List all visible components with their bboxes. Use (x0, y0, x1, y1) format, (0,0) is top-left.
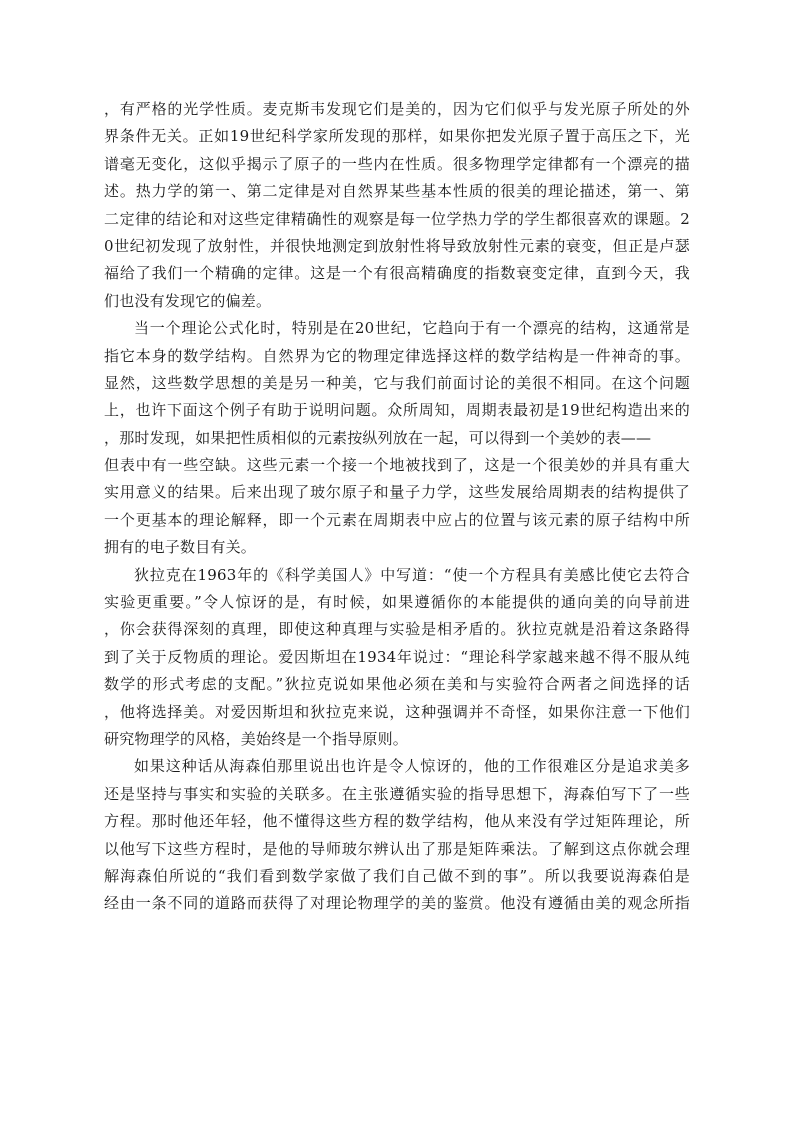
paragraph-1-line: 界条件无关。正如19世纪科学家所发现的那样，如果你把发光原子置于高压之下，光 (104, 127, 690, 146)
document-body (104, 96, 690, 918)
paragraph-3-line: 狄拉克在1963年的《科学美国人》中写道：“使一个方程具有美感比使它去符合 (134, 565, 690, 584)
paragraph-2-line: 指它本身的数学结构。自然界为它的物理定律选择这样的数学结构是一件神奇的事。 (104, 346, 690, 365)
paragraph-1-line: 述。热力学的第一、第二定律是对自然界某些基本性质的很美的理论描述，第一、第 (104, 182, 690, 201)
paragraph-2-line: 当一个理论公式化时，特别是在20世纪，它趋向于有一个漂亮的结构，这通常是 (134, 319, 690, 338)
paragraph-3-line: 到了关于反物质的理论。爱因斯坦在1934年说过：“理论科学家越来越不得不服从纯 (104, 647, 690, 666)
paragraph-1-line: 福给了我们一个精确的定律。这是一个有很高精确度的指数衰变定律，直到今天，我 (104, 264, 690, 283)
paragraph-2-line: 但表中有一些空缺。这些元素一个接一个地被找到了，这是一个很美妙的并具有重大 (104, 456, 690, 475)
paragraph-1-line: 0世纪初发现了放射性，并很快地测定到放射性将导致放射性元素的衰变，但正是卢瑟 (104, 236, 690, 255)
paragraph-2-line: ，那时发现，如果把性质相似的元素按纵列放在一起，可以得到一个美妙的表—— (104, 428, 652, 447)
paragraph-1-line: 们也没有发现它的偏差。 (104, 291, 272, 310)
paragraph-4-line: 如果这种话从海森伯那里说出也许是令人惊讶的，他的工作很难区分是追求美多 (134, 757, 690, 776)
paragraph-4-line: 方程。那时他还年轻，他不懂得这些方程的数学结构，他从来没有学过矩阵理论，所 (104, 812, 690, 831)
paragraph-4-line: 以他写下这些方程时，是他的导师玻尔辨认出了那是矩阵乘法。了解到这点你就会理 (104, 839, 690, 858)
paragraph-2-line: 实用意义的结果。后来出现了玻尔原子和量子力学，这些发展给周期表的结构提供了 (104, 483, 690, 502)
paragraph-2-line: 一个更基本的理论解释，即一个元素在周期表中应占的位置与该元素的原子结构中所 (104, 510, 690, 529)
paragraph-1-line: 谱毫无变化，这似乎揭示了原子的一些内在性质。很多物理学定律都有一个漂亮的描 (104, 154, 690, 173)
paragraph-2-line: 拥有的电子数目有关。 (104, 538, 257, 557)
paragraph-4-line: 还是坚持与事实和实验的关联多。在主张遵循实验的指导思想下，海森伯写下了一些 (104, 784, 690, 803)
paragraph-3-line: 研究物理学的风格，美始终是一个指导原则。 (104, 729, 409, 748)
paragraph-2-line: 显然，这些数学思想的美是另一种美，它与我们前面讨论的美很不相同。在这个问题 (104, 373, 690, 392)
paragraph-3-line: 实验更重要。”令人惊讶的是，有时候，如果遵循你的本能提供的通向美的向导前进 (104, 593, 690, 612)
paragraph-2-line: 上，也许下面这个例子有助于说明问题。众所周知，周期表最初是19世纪构造出来的 (104, 401, 690, 420)
paragraph-3-line: ，他将选择美。对爱因斯坦和狄拉克来说，这种强调并不奇怪，如果你注意一下他们 (104, 702, 690, 721)
paragraph-3-line: ，你会获得深刻的真理，即使这种真理与实验是相矛盾的。狄拉克就是沿着这条路得 (104, 620, 690, 639)
paragraph-1-line: 二定律的结论和对这些定律精确性的观察是每一位学热力学的学生都很喜欢的课题。2 (104, 209, 690, 228)
paragraph-4-line: 解海森伯所说的“我们看到数学家做了我们自己做不到的事”。所以我要说海森伯是 (104, 866, 690, 885)
paragraph-4-line: 经由一条不同的道路而获得了对理论物理学的美的鉴赏。他没有遵循由美的观念所指 (104, 894, 690, 913)
paragraph-3-line: 数学的形式考虑的支配。”狄拉克说如果他必须在美和与实验符合两者之间选择的话 (104, 675, 690, 694)
paragraph-1-line: ，有严格的光学性质。麦克斯韦发现它们是美的，因为它们似乎与发光原子所处的外 (104, 100, 690, 118)
